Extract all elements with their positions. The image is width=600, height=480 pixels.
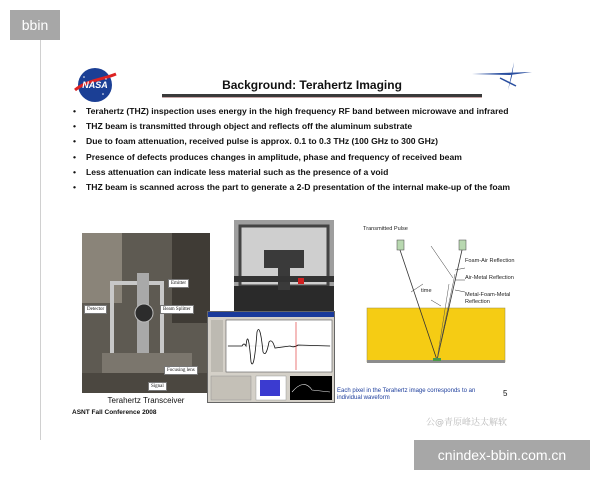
bullet-item: • Due to foam attenuation, received pulse is approx. 0.1 to 0.3 THz (100 GHz to 300 GHz) (70, 136, 522, 147)
waveform-window-art (208, 312, 335, 403)
conference-label: ASNT Fall Conference 2008 (72, 409, 157, 416)
thz-scan-art (234, 220, 334, 312)
site-tag[interactable]: bbin (10, 10, 60, 40)
bullet-list (70, 106, 522, 197)
lockheed-star-icon (470, 60, 536, 92)
label-foam-air: Foam-Air Reflection (465, 258, 515, 264)
reflection-diagram (357, 222, 537, 370)
photo-label: Detector (84, 305, 107, 314)
label-air-metal: Air-Metal Reflection (465, 275, 514, 281)
photo-caption: Terahertz Transceiver (107, 396, 185, 405)
bullet-item: • Less attenuation can indicate less material such as the presence of a void (70, 167, 522, 178)
label-metal-foam-metal: Metal-Foam-Metal Reflection (465, 292, 511, 305)
photo-label: Beam Splitter (160, 305, 194, 314)
label-transmitted-pulse: Transmitted Pulse (363, 226, 408, 232)
page-number: 5 (503, 389, 508, 398)
site-footer-link[interactable]: cnindex-bbin.com.cn (414, 440, 590, 470)
slide (62, 58, 540, 426)
label-time: time (421, 288, 432, 294)
title-rule-accent (162, 97, 482, 98)
bullet-item: • Terahertz (THZ) inspection uses energy in the high frequency RF band between microwave and infrared (70, 106, 522, 117)
thz-scan-image (234, 220, 334, 312)
bullet-item: • Presence of defects produces changes in amplitude, phase and frequency of received beam (70, 152, 522, 163)
photo-label: Focusing lens (164, 366, 198, 375)
watermark: 公@青原峰达太解软 (426, 418, 508, 428)
pixel-caption: Each pixel in the Terahertz image corresponds to an individual waveform (337, 388, 476, 401)
photo-label: Signal (148, 382, 167, 391)
transceiver-photo (82, 233, 210, 393)
photo-label: Emitter (168, 279, 189, 288)
waveform-window (207, 311, 335, 403)
bullet-item: • THZ beam is scanned across the part to generate a 2-D presentation of the internal make-up of the foam (70, 182, 522, 193)
nasa-logo-icon (72, 66, 118, 104)
nasa-logo-text: NASA (82, 80, 108, 90)
divider-line (40, 40, 41, 440)
slide-title: Background: Terahertz Imaging (222, 78, 402, 92)
bullet-item: • THZ beam is transmitted through object and reflects off the aluminum substrate (70, 121, 522, 132)
